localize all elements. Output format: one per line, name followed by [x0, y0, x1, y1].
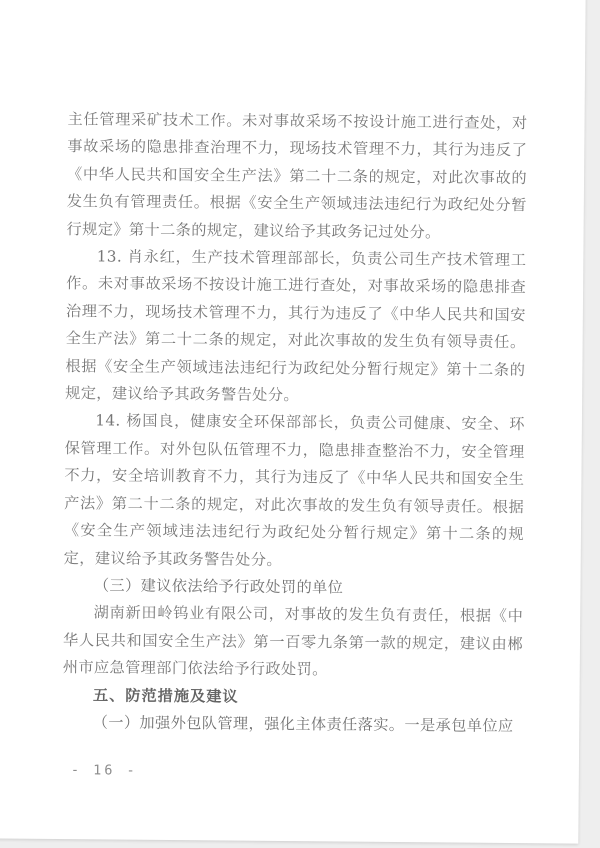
paragraph-continuation: 主任管理采矿技术工作。未对事故采场不按设计施工进行查处，对事故采场的隐患排查治理不力，现场技术管理不力，其行为违反了《中华人民共和国安全生产法》第二十二条的规定，对此次事故的发生负有管理责任。根据《安全生产领域违法违纪行为政纪处分暂行规定》第十二条的规定，建议给予其政务记过处分。: [66, 110, 528, 241]
section-5-heading: 五、防范措施及建议: [92, 685, 239, 706]
paragraph-measure-1: [62, 709, 522, 740]
paragraph-penalty-unit: 湖南新田岭钨业有限公司，对事故的发生负有责任，根据《中华人民共和国安全生产法》第一百零九条第一款的规定，建议由郴州市应急管理部门依法给予行政处罚。: [62, 603, 524, 679]
paragraph-item-13: 13. 肖永红，生产技术管理部部长，负责公司生产技术管理工作。未对事故采场不按设计施工进行查处，对事故采场的隐患排查治理不力，现场技术管理不力，其行为违反了《中华人民共和国安全生产法》第二十二条的规定，对此次事故的发生负有领导责任。根据《安全生产领域违法违纪行为政纪处分暂行规定》第十二条的规定，建议给予其政务警告处分。: [65, 247, 527, 405]
paragraph-measure-1-rest: 一是承包单位应: [404, 715, 514, 735]
paragraph-measure-1-lead: （一）加强外包队管理，强化主体责任落实。: [92, 713, 405, 734]
paragraph-item-14: 14. 杨国良，健康安全环保部部长，负责公司健康、安全、环保管理工作。对外包队伍管理不力，隐患排查整治不力，安全管理不力，安全培训教育不力，其行为违反了《中华人民共和国安全生产法》第二十二条的规定，对此次事故的发生负有领导责任。根据《安全生产领域违法违纪行为政纪处分暂行规定》第十二条的规定，建议给予其政务警告处分。: [63, 411, 525, 569]
page-number: - 16 -: [70, 762, 138, 779]
subsection-3-heading: （三）建议依法给予行政处罚的单位: [93, 576, 344, 597]
document-text-block: [62, 106, 527, 740]
